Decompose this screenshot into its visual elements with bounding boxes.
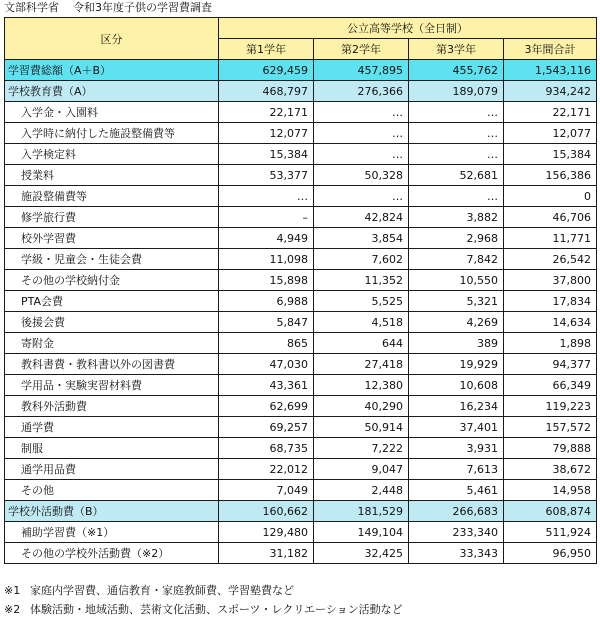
row-label: 学級・児童会・生徒会費 (5, 249, 219, 270)
value-cell: 37,800 (504, 270, 597, 291)
value-cell: 47,030 (219, 354, 314, 375)
value-cell: 68,735 (219, 438, 314, 459)
footnote-mark: ※2 (4, 603, 21, 616)
column-header: 第2学年 (314, 39, 409, 60)
table-row (5, 81, 597, 102)
row-label: 補助学習費（※1） (5, 522, 219, 543)
value-cell: 50,328 (314, 165, 409, 186)
category-header: 区分 (5, 18, 219, 60)
table-row (5, 228, 597, 249)
value-cell: 62,699 (219, 396, 314, 417)
value-cell: 156,386 (504, 165, 597, 186)
table-row (5, 60, 597, 81)
value-cell: 389 (409, 333, 504, 354)
row-label: 入学金・入園料 (5, 102, 219, 123)
table-row (5, 543, 597, 564)
row-label: 入学時に納付した施設整備費等 (5, 123, 219, 144)
table-row (5, 165, 597, 186)
row-label: 学用品・実験実習材料費 (5, 375, 219, 396)
row-label: その他の学校納付金 (5, 270, 219, 291)
value-cell: 12,077 (219, 123, 314, 144)
value-cell: 233,340 (409, 522, 504, 543)
table-row (5, 270, 597, 291)
row-label: 制服 (5, 438, 219, 459)
value-cell: 9,047 (314, 459, 409, 480)
value-cell: 160,662 (219, 501, 314, 522)
row-label: 学校外活動費（B） (5, 501, 219, 522)
value-cell: … (314, 144, 409, 165)
value-cell: 4,949 (219, 228, 314, 249)
table-row (5, 123, 597, 144)
table-row (5, 480, 597, 501)
footnote-text: 家庭内学習費、通信教育・家庭教師費、学習塾費など (30, 584, 294, 597)
value-cell: – (219, 207, 314, 228)
value-cell: 629,459 (219, 60, 314, 81)
value-cell: 94,377 (504, 354, 597, 375)
value-cell: 455,762 (409, 60, 504, 81)
row-label: 修学旅行費 (5, 207, 219, 228)
value-cell: 11,771 (504, 228, 597, 249)
table-row (5, 186, 597, 207)
footnote-text: 体験活動・地域活動、芸術文化活動、スポーツ・レクリエーション活動など (30, 603, 403, 616)
value-cell: 457,895 (314, 60, 409, 81)
value-cell: 22,171 (219, 102, 314, 123)
row-label: 教科書費・教科書以外の図書費 (5, 354, 219, 375)
table-row (5, 333, 597, 354)
value-cell: 5,847 (219, 312, 314, 333)
value-cell: 37,401 (409, 417, 504, 438)
value-cell: 79,888 (504, 438, 597, 459)
value-cell: 0 (504, 186, 597, 207)
table-row (5, 249, 597, 270)
value-cell: 865 (219, 333, 314, 354)
value-cell: 1,898 (504, 333, 597, 354)
caption (4, 0, 212, 16)
value-cell: 32,425 (314, 543, 409, 564)
value-cell: 5,461 (409, 480, 504, 501)
value-cell: … (409, 102, 504, 123)
value-cell: 26,542 (504, 249, 597, 270)
value-cell: 7,613 (409, 459, 504, 480)
footnote-mark: ※1 (4, 584, 21, 597)
value-cell: 5,525 (314, 291, 409, 312)
value-cell: 14,634 (504, 312, 597, 333)
row-label: 教科外活動費 (5, 396, 219, 417)
table-row (5, 522, 597, 543)
row-label: 寄附金 (5, 333, 219, 354)
table-row (5, 501, 597, 522)
row-label: 学習費総額（A＋B） (5, 60, 219, 81)
value-cell: … (409, 144, 504, 165)
value-cell: … (409, 123, 504, 144)
header-row-group (5, 18, 597, 39)
value-cell: 119,223 (504, 396, 597, 417)
value-cell: 181,529 (314, 501, 409, 522)
table-row (5, 144, 597, 165)
value-cell: 129,480 (219, 522, 314, 543)
value-cell: 157,572 (504, 417, 597, 438)
value-cell: 40,290 (314, 396, 409, 417)
value-cell: 266,683 (409, 501, 504, 522)
value-cell: 15,384 (504, 144, 597, 165)
table-row (5, 207, 597, 228)
value-cell: 189,079 (409, 81, 504, 102)
value-cell: 33,343 (409, 543, 504, 564)
value-cell: 42,824 (314, 207, 409, 228)
row-label: その他の学校外活動費（※2） (5, 543, 219, 564)
value-cell: 2,448 (314, 480, 409, 501)
column-header: 第1学年 (219, 39, 314, 60)
table-row (5, 312, 597, 333)
value-cell: 608,874 (504, 501, 597, 522)
value-cell: 19,929 (409, 354, 504, 375)
value-cell: 11,352 (314, 270, 409, 291)
value-cell: 2,968 (409, 228, 504, 249)
value-cell: 27,418 (314, 354, 409, 375)
column-header: 第3学年 (409, 39, 504, 60)
footnote (4, 600, 403, 619)
value-cell: 66,349 (504, 375, 597, 396)
source-label: 文部科学省 (4, 1, 59, 14)
value-cell: 7,049 (219, 480, 314, 501)
value-cell: 934,242 (504, 81, 597, 102)
value-cell: 46,706 (504, 207, 597, 228)
value-cell: 38,672 (504, 459, 597, 480)
value-cell: 52,681 (409, 165, 504, 186)
value-cell: 43,361 (219, 375, 314, 396)
value-cell: 511,924 (504, 522, 597, 543)
value-cell: 12,380 (314, 375, 409, 396)
value-cell: 12,077 (504, 123, 597, 144)
row-label: 校外学習費 (5, 228, 219, 249)
value-cell: 17,834 (504, 291, 597, 312)
value-cell: 7,222 (314, 438, 409, 459)
table-row (5, 396, 597, 417)
group-header: 公立高等学校（全日制） (219, 18, 597, 39)
value-cell: 4,518 (314, 312, 409, 333)
value-cell: 31,182 (219, 543, 314, 564)
row-label: 授業料 (5, 165, 219, 186)
value-cell: 6,988 (219, 291, 314, 312)
value-cell: 4,269 (409, 312, 504, 333)
value-cell: … (314, 186, 409, 207)
table-title: 令和3年度子供の学習費調査 (73, 1, 212, 14)
value-cell: 14,958 (504, 480, 597, 501)
value-cell: 3,931 (409, 438, 504, 459)
row-label: 学校教育費（A） (5, 81, 219, 102)
value-cell: 7,602 (314, 249, 409, 270)
value-cell: 1,543,116 (504, 60, 597, 81)
value-cell: 468,797 (219, 81, 314, 102)
footnote (4, 581, 403, 600)
row-label: 通学用品費 (5, 459, 219, 480)
value-cell: 644 (314, 333, 409, 354)
table-row (5, 102, 597, 123)
table-row (5, 291, 597, 312)
value-cell: 15,898 (219, 270, 314, 291)
value-cell: 15,384 (219, 144, 314, 165)
table-row (5, 375, 597, 396)
value-cell: 11,098 (219, 249, 314, 270)
value-cell: … (314, 123, 409, 144)
table-row (5, 459, 597, 480)
row-label: PTA会費 (5, 291, 219, 312)
value-cell: 22,171 (504, 102, 597, 123)
value-cell: 96,950 (504, 543, 597, 564)
table-row (5, 438, 597, 459)
row-label: 通学費 (5, 417, 219, 438)
value-cell: 149,104 (314, 522, 409, 543)
value-cell: … (409, 186, 504, 207)
table-row (5, 417, 597, 438)
value-cell: … (314, 102, 409, 123)
footnotes (4, 581, 403, 619)
value-cell: 276,366 (314, 81, 409, 102)
expense-table (4, 17, 597, 564)
column-header: 3年間合計 (504, 39, 597, 60)
row-label: その他 (5, 480, 219, 501)
value-cell: 3,882 (409, 207, 504, 228)
value-cell: 22,012 (219, 459, 314, 480)
value-cell: … (219, 186, 314, 207)
value-cell: 16,234 (409, 396, 504, 417)
row-label: 入学検定料 (5, 144, 219, 165)
table-row (5, 354, 597, 375)
value-cell: 7,842 (409, 249, 504, 270)
row-label: 施設整備費等 (5, 186, 219, 207)
value-cell: 69,257 (219, 417, 314, 438)
value-cell: 10,550 (409, 270, 504, 291)
value-cell: 50,914 (314, 417, 409, 438)
value-cell: 3,854 (314, 228, 409, 249)
value-cell: 53,377 (219, 165, 314, 186)
value-cell: 10,608 (409, 375, 504, 396)
row-label: 後援会費 (5, 312, 219, 333)
value-cell: 5,321 (409, 291, 504, 312)
